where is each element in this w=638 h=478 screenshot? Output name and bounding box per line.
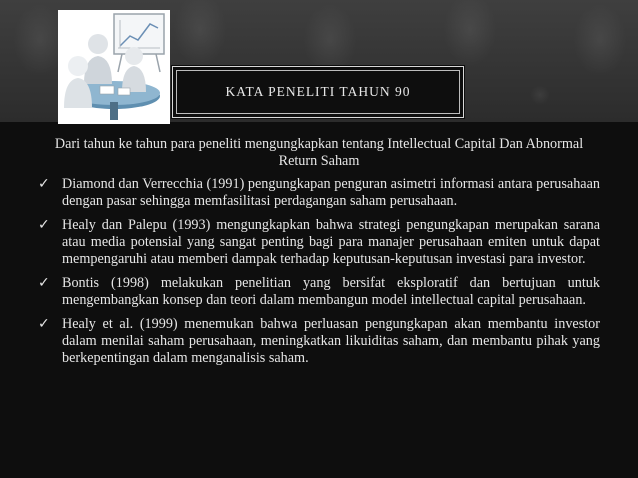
list-item <box>38 217 600 268</box>
list-item <box>38 275 600 309</box>
slide-title: KATA PENELITI TAHUN 90 <box>225 84 411 99</box>
checkmark-icon: ✓ <box>38 217 50 233</box>
list-item <box>38 176 600 210</box>
bullet-text: Healy et al. (1999) menemukan bahwa perluasan pengungkapan akan membantu investor dalam menilai saham perusahaan, meningkatkan likuiditas saham, dan membantu pihak yang berkepentingan dalam menganalisis saham. <box>62 316 600 366</box>
list-item <box>38 316 600 367</box>
bullet-text: Healy dan Palepu (1993) mengungkapkan bahwa strategi pengungkapan merupakan sarana atau media potensial yang sangat penting bagi para manajer perusahaan emiten untuk dapat mempengaruhi atau memberi dampak terhadap keputusan-keputusan investasi para investor. <box>62 217 600 267</box>
intro-text: Dari tahun ke tahun para peneliti mengungkapkan tentang Intellectual Capital Dan Abnormal Return Saham <box>54 136 584 169</box>
bullet-text: Diamond dan Verrecchia (1991) pengungkapan penguran asimetri informasi antara perusahaan dengan pasar sehingga memfasilitasi perdagangan saham perusahaan. <box>62 176 600 209</box>
bullet-list <box>38 176 600 367</box>
bullet-text: Bontis (1998) melakukan penelitian yang bersifat eksploratif dan bertujuan untuk mengembangkan konsep dan teori dalam membangun model intellectual capital perusahaan. <box>62 275 600 308</box>
checkmark-icon: ✓ <box>38 275 50 291</box>
checkmark-icon: ✓ <box>38 176 50 192</box>
meeting-figures-icon <box>58 10 170 124</box>
checkmark-icon: ✓ <box>38 316 50 332</box>
slide-body <box>38 136 600 374</box>
slide-title-box <box>172 66 464 118</box>
meeting-clipart-image <box>58 10 170 124</box>
